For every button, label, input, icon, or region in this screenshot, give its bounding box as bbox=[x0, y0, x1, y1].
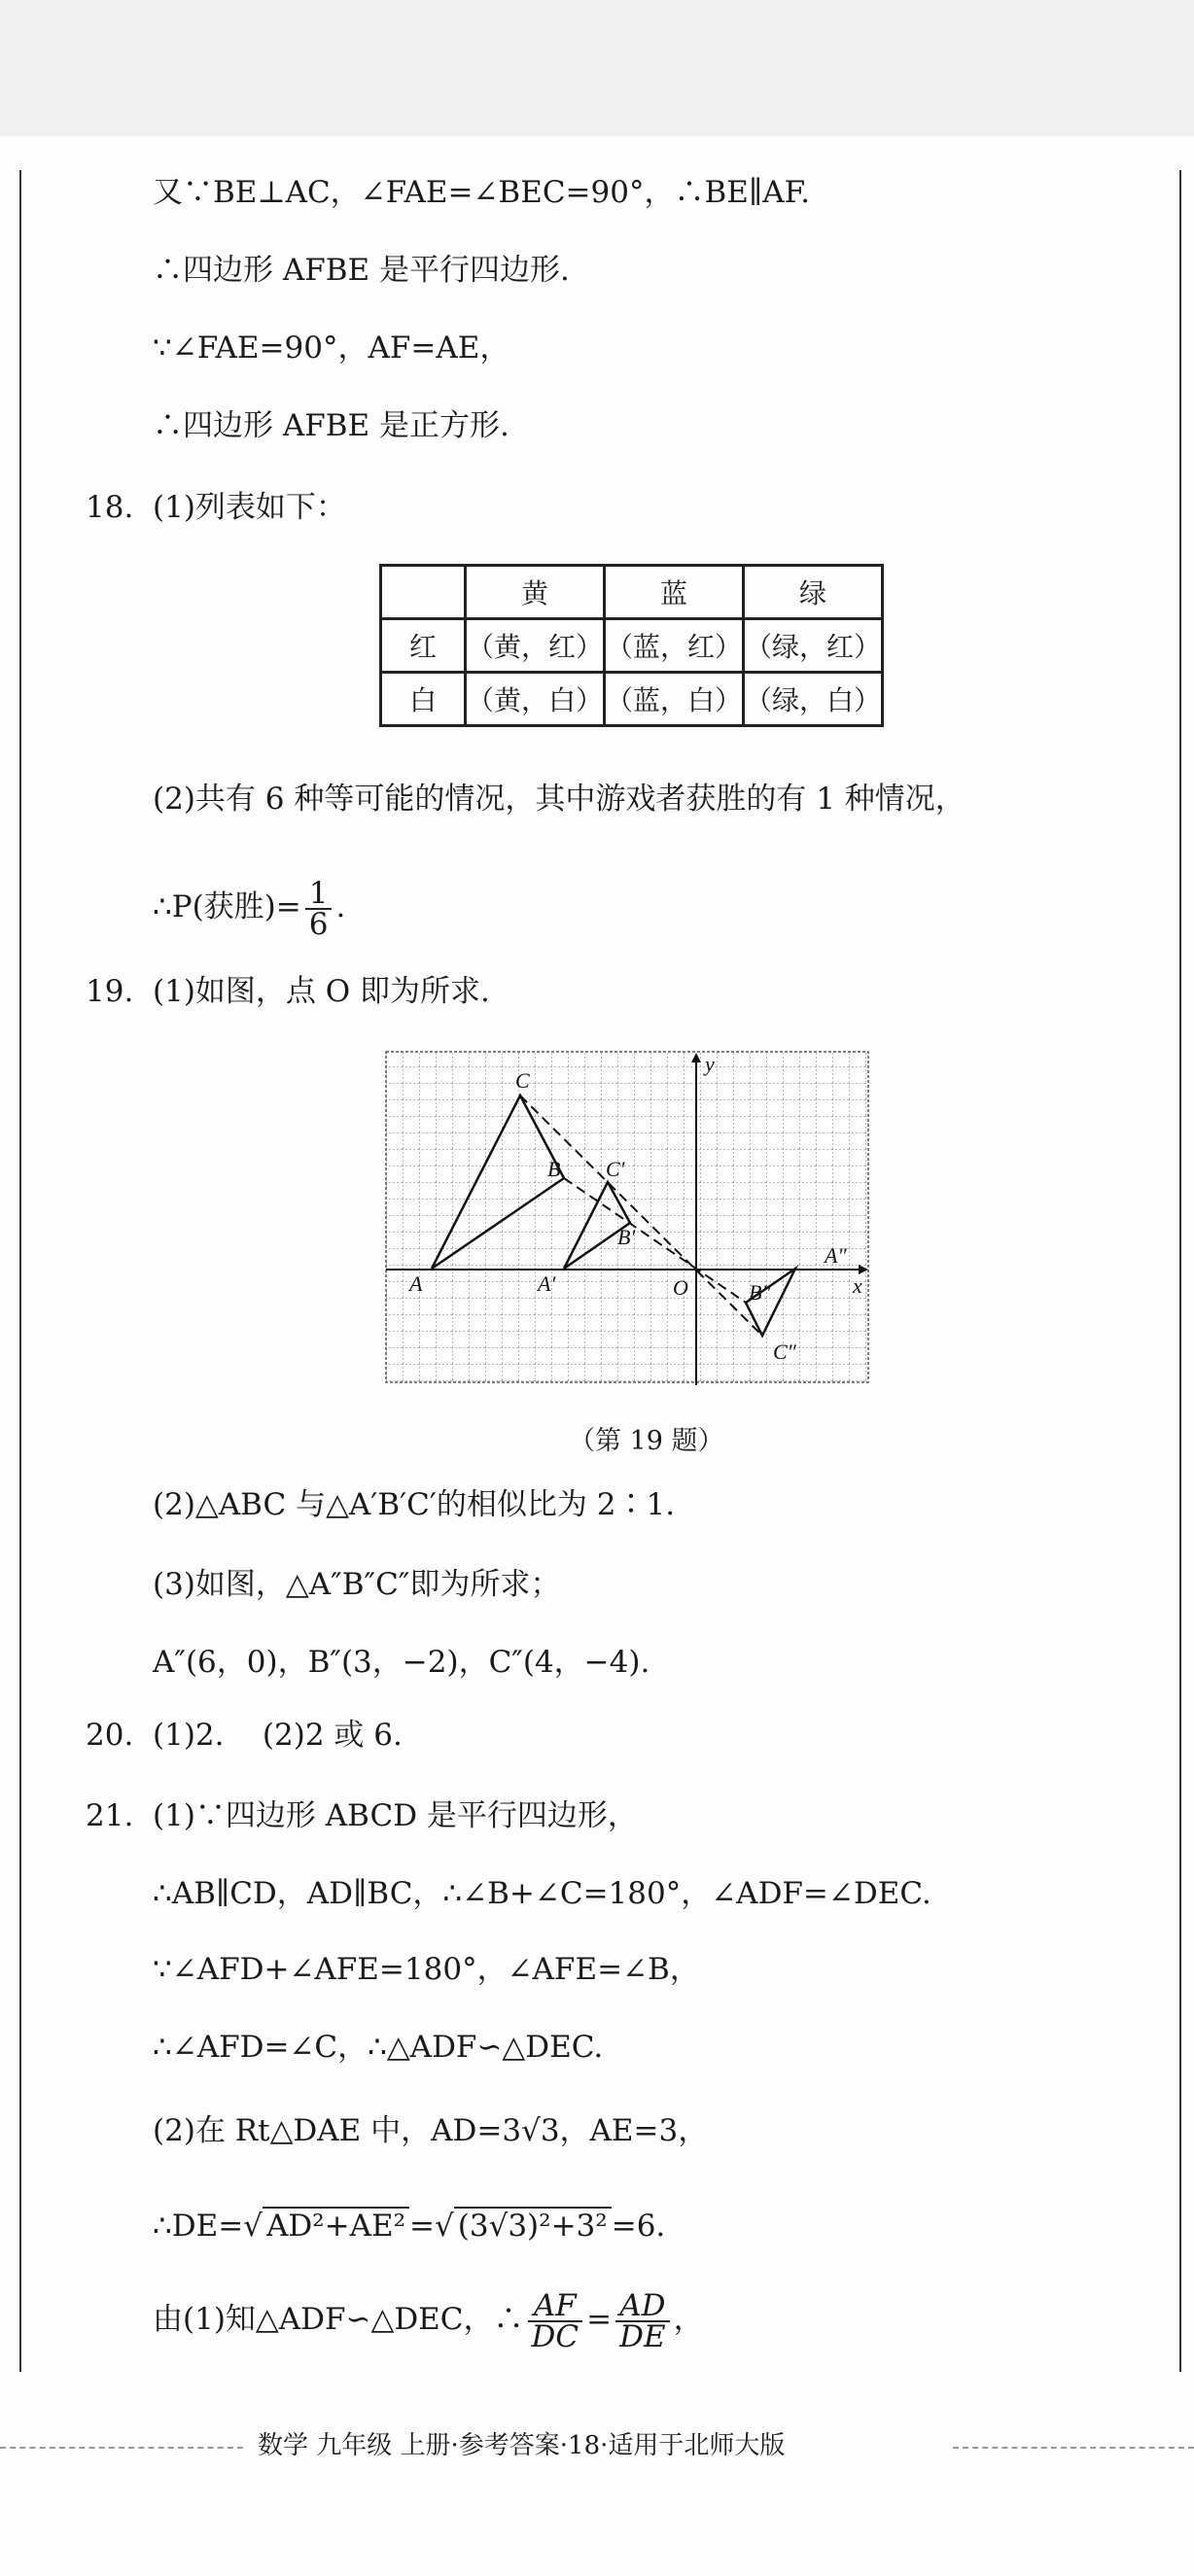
table-cell: （绿，白） bbox=[744, 673, 883, 726]
table-header-row bbox=[381, 566, 883, 619]
table-cell: （黄，白） bbox=[466, 673, 605, 726]
equals-sign: = bbox=[586, 2302, 613, 2337]
table-cell: 黄 bbox=[466, 566, 605, 619]
page-footer: 数学 九年级 上册·参考答案·18·适用于北师大版 bbox=[258, 2431, 786, 2460]
answer-line: ∴四边形 AFBE 是正方形. bbox=[153, 408, 509, 443]
question-number-20: 20. bbox=[86, 1718, 134, 1753]
q18-part3 bbox=[153, 873, 345, 941]
table-cell: 蓝 bbox=[605, 566, 744, 619]
table-cell: 绿 bbox=[744, 566, 883, 619]
q21-part7 bbox=[153, 2284, 704, 2354]
coordinate-grid-figure bbox=[384, 1050, 875, 1390]
question-number-21: 21. bbox=[86, 1798, 134, 1833]
numerator: 1 bbox=[305, 879, 333, 910]
footer-rule-right bbox=[953, 2447, 1194, 2449]
question-number-19: 19. bbox=[86, 974, 134, 1009]
figure-caption: （第 19 题） bbox=[569, 1426, 724, 1456]
answer-line: 又∵BE⊥AC，∠FAE=∠BEC=90°，∴BE∥AF. bbox=[153, 175, 811, 210]
numerator: AF bbox=[528, 2291, 583, 2322]
fraction bbox=[615, 2287, 669, 2354]
radicand: AD²+AE² bbox=[263, 2207, 409, 2244]
q19-part3: (3)如图，△A″B″C″即为所求； bbox=[153, 1567, 561, 1602]
outcome-table bbox=[379, 564, 884, 727]
q19-part4: A″(6，0)，B″(3，−2)，C″(4，−4). bbox=[153, 1645, 650, 1680]
table-cell: （蓝，白） bbox=[605, 673, 744, 726]
q18-part1: (1)列表如下： bbox=[153, 490, 346, 525]
scan-top-band bbox=[0, 0, 1194, 136]
table-row bbox=[381, 619, 883, 673]
fraction bbox=[528, 2287, 583, 2354]
table-cell: （绿，红） bbox=[744, 619, 883, 673]
point-label-b1: B′ bbox=[617, 1225, 636, 1249]
q21-part1: (1)∵四边形 ABCD 是平行四边形， bbox=[153, 1798, 638, 1833]
q21-de-prefix: ∴DE=√ bbox=[153, 2209, 263, 2244]
point-label-a: A bbox=[409, 1271, 423, 1296]
point-label-b2: B″ bbox=[749, 1280, 771, 1305]
fraction bbox=[305, 875, 333, 942]
q21-de-suffix: =6. bbox=[611, 2209, 666, 2244]
answer-line: ∵∠FAE=90°，AF=AE， bbox=[153, 331, 510, 366]
q21-part6 bbox=[153, 2207, 665, 2245]
q21-part3: ∵∠AFD+∠AFE=180°，∠AFE=∠B， bbox=[153, 1952, 700, 1987]
q21-ratio-suffix: ， bbox=[673, 2302, 704, 2337]
point-label-c1: C′ bbox=[606, 1157, 625, 1181]
table-cell: 红 bbox=[381, 619, 466, 673]
table-cell bbox=[381, 566, 466, 619]
point-label-a2: A″ bbox=[825, 1243, 847, 1268]
q19-part1: (1)如图，点 O 即为所求. bbox=[153, 974, 490, 1009]
q19-part2: (2)△ABC 与△A′B′C′的相似比为 2∶1. bbox=[153, 1487, 676, 1522]
table-cell: （蓝，红） bbox=[605, 619, 744, 673]
table-cell: 白 bbox=[381, 673, 466, 726]
point-label-o: O bbox=[673, 1275, 688, 1300]
axis-label-x: x bbox=[853, 1273, 862, 1298]
q21-de-mid: =√ bbox=[409, 2209, 454, 2244]
question-number-18: 18. bbox=[86, 490, 134, 525]
q18-prob-prefix: ∴P(获胜)= bbox=[153, 889, 301, 924]
right-margin-rule bbox=[1179, 170, 1181, 2372]
point-label-c2: C″ bbox=[773, 1340, 796, 1364]
q21-part4: ∴∠AFD=∠C，∴△ADF∽△DEC. bbox=[153, 2030, 604, 2065]
q18-prob-suffix: . bbox=[335, 889, 346, 924]
point-label-b: B bbox=[547, 1157, 561, 1181]
q20-answer: (1)2. (2)2 或 6. bbox=[153, 1718, 403, 1753]
axis-label-y: y bbox=[705, 1052, 715, 1076]
denominator: DC bbox=[531, 2318, 579, 2354]
radicand: (3√3)²+3² bbox=[454, 2207, 612, 2244]
q21-ratio-prefix: 由(1)知△ADF∽△DEC，∴ bbox=[153, 2302, 524, 2337]
q21-part5: (2)在 Rt△DAE 中，AD=3√3，AE=3， bbox=[153, 2113, 709, 2148]
left-margin-rule bbox=[19, 170, 21, 2372]
numerator: AD bbox=[615, 2291, 669, 2322]
q18-part2: (2)共有 6 种等可能的情况，其中游戏者获胜的有 1 种情况， bbox=[153, 782, 966, 817]
denominator: 6 bbox=[308, 906, 329, 942]
answer-line: ∴四边形 AFBE 是平行四边形. bbox=[153, 253, 570, 288]
point-label-c: C bbox=[515, 1068, 530, 1093]
point-label-a1: A′ bbox=[538, 1271, 556, 1296]
table-cell: （黄，红） bbox=[466, 619, 605, 673]
table-row bbox=[381, 673, 883, 726]
footer-rule-left bbox=[0, 2447, 243, 2449]
denominator: DE bbox=[619, 2318, 666, 2354]
q21-part2: ∴AB∥CD，AD∥BC，∴∠B+∠C=180°，∠ADF=∠DEC. bbox=[153, 1876, 931, 1911]
